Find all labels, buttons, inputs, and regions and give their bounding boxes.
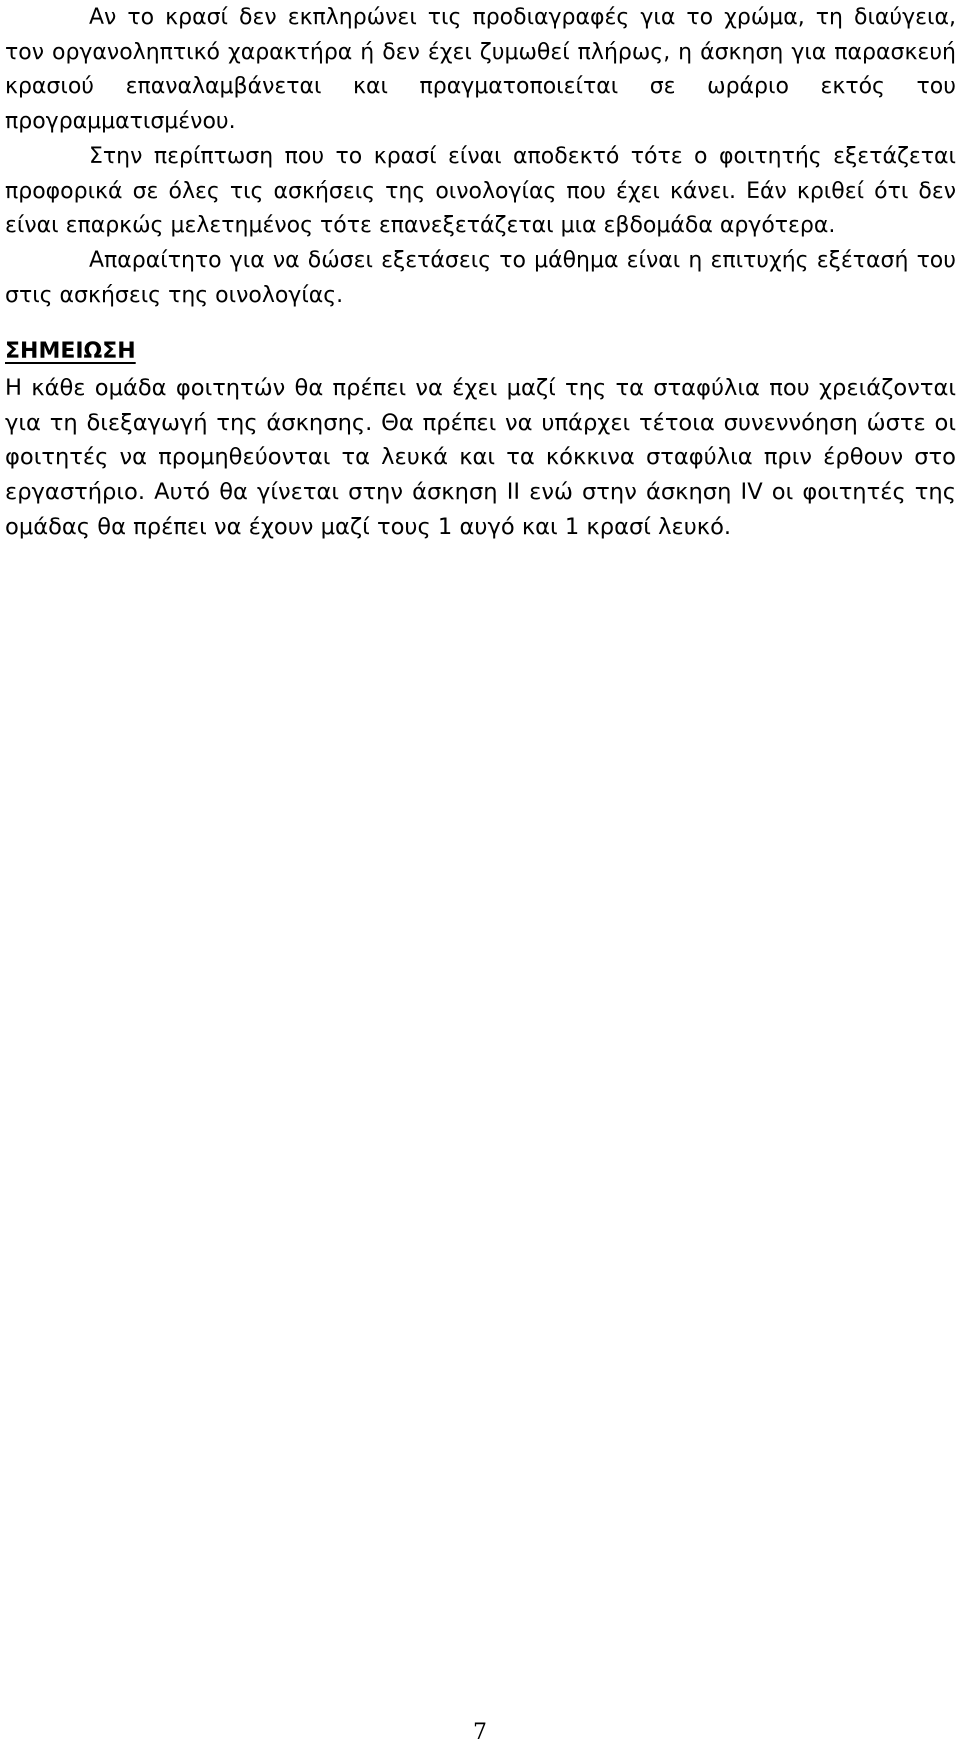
paragraph-wine-specifications: Αν το κρασί δεν εκπληρώνει τις προδιαγραφές για το χρώμα, τη διαύγεια, τον οργανοληπτικό χαρακτήρα ή δεν έχει ζυμωθεί πλήρως, η άσκηση για παρασκευή κρασιού επαναλαμβάνεται και πραγματοποιείται σε ωράριο εκτός του προγραμματισμένου. <box>5 5 956 135</box>
paragraph-exam-requirement: Απαραίτητο για να δώσει εξετάσεις το μάθημα είναι η επιτυχής εξέτασή του στις ασκήσεις της οινολογίας. <box>5 247 956 308</box>
note-body: Η κάθε ομάδα φοιτητών θα πρέπει να έχει μαζί της τα σταφύλια που χρειάζονται για τη διεξαγωγή της άσκησης. Θα πρέπει να υπάρχει τέτοια συνεννόηση ώστε οι φοιτητές να προμηθεύονται τα λευκά και τα κόκκινα σταφύλια πριν έρθουν στο εργαστήριο. Αυτό θα γίνεται στην άσκηση ΙΙ ενώ στην άσκηση ΙV οι φοιτητές της ομάδας θα πρέπει να έχουν μαζί τους 1 αυγό και 1 κρασί λευκό. <box>5 375 956 540</box>
page-content <box>5 1 956 545</box>
note-heading: ΣΗΜΕΙΩΣΗ <box>5 339 136 365</box>
paragraph-oral-examination: Στην περίπτωση που το κρασί είναι αποδεκτό τότε ο φοιτητής εξετάζεται προφορικά σε όλες τις ασκήσεις της οινολογίας που έχει κάνει. Εάν κριθεί ότι δεν είναι επαρκώς μελετημένος τότε επανεξετάζεται μια εβδομάδα αργότερα. <box>5 143 956 239</box>
page-number: 7 <box>473 1720 487 1745</box>
